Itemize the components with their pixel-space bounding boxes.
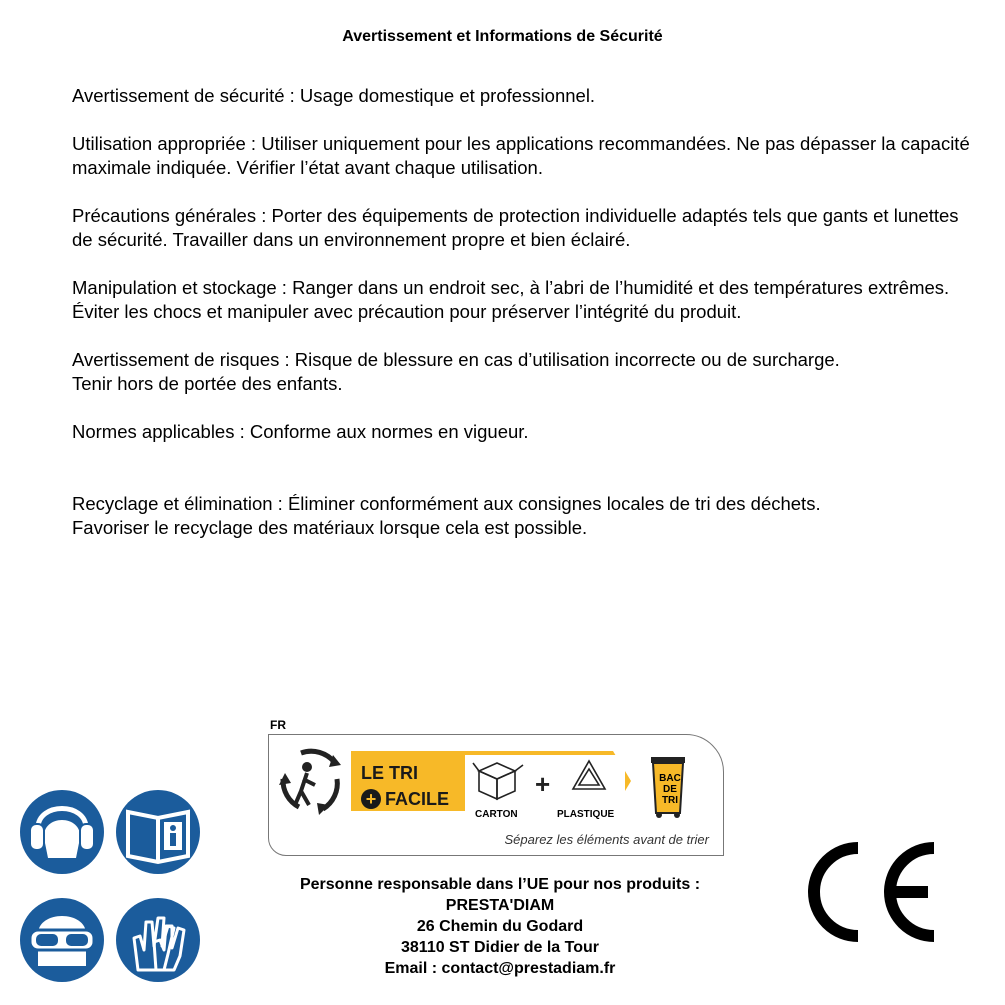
paragraph-handling-storage: Manipulation et stockage : Ranger dans un endroit sec, à l’abri de l’humidité et des températures extrêmes. Éviter les chocs et manipuler avec précaution pour préserver l’intégrité du produit. — [72, 277, 950, 322]
country-label: FR — [270, 718, 286, 732]
bin-label-2: DE — [663, 784, 677, 795]
contact-email: Email : contact@prestadiam.fr — [384, 960, 616, 977]
carton-label: CARTON — [475, 809, 518, 820]
paragraph-standards: Normes applicables : Conforme aux normes en vigueur. — [72, 421, 529, 442]
triman-icon — [279, 751, 341, 815]
triman-subtitle: Séparez les éléments avant de trier — [504, 832, 709, 847]
paragraph-recycling: Recyclage et élimination : Éliminer conformément aux consignes locales de tri des déchets. Favoriser le recyclage des matériaux lorsque cela est possible. — [72, 493, 821, 538]
paragraph-general-precautions: Précautions générales : Porter des équipements de protection individuelle adaptés tels que gants et lunettes de sécurité. Travailler dans un environnement propre et bien éclairé. — [72, 205, 959, 250]
bin-label — [655, 773, 685, 806]
page-title: Avertissement et Informations de Sécurité — [342, 28, 663, 45]
address-street: 26 Chemin du Godard — [416, 918, 584, 935]
paragraph-safety-warning: Avertissement de sécurité : Usage domestique et professionnel. — [72, 85, 596, 106]
eye-protection-icon — [16, 894, 108, 986]
responsible-person — [250, 874, 750, 979]
ce-mark-icon — [798, 842, 940, 942]
ear-protection-icon — [16, 786, 108, 878]
plus-badge: + — [361, 789, 381, 809]
address-city: 38110 ST Didier de la Tour — [401, 939, 599, 956]
triman-recycling-logo — [268, 718, 728, 858]
svg-text:+: + — [535, 769, 551, 799]
plastique-label: PLASTIQUE — [557, 809, 615, 820]
read-manual-icon — [112, 786, 204, 878]
company-name: PRESTA'DIAM — [445, 897, 555, 914]
slogan-line2: FACILE — [385, 789, 450, 809]
bin-label-3: TRI — [661, 795, 679, 806]
triman-box — [268, 734, 724, 856]
paragraph-proper-use: Utilisation appropriée : Utiliser uniquement pour les applications recommandées. Ne pas dépasser la capacité maximale indiquée. Vérifier l’état avant chaque utilisation. — [72, 133, 970, 178]
bin-label-1: BAC — [659, 773, 681, 784]
responsible-heading: Personne responsable dans l’UE pour nos produits : — [299, 876, 701, 893]
paragraph-risk-warning: Avertissement de risques : Risque de blessure en cas d’utilisation incorrecte ou de surcharge. Tenir hors de portée des enfants. — [72, 349, 840, 394]
gloves-icon — [112, 894, 204, 986]
safety-text — [72, 84, 972, 564]
slogan-line1: LE TRI — [361, 763, 418, 783]
